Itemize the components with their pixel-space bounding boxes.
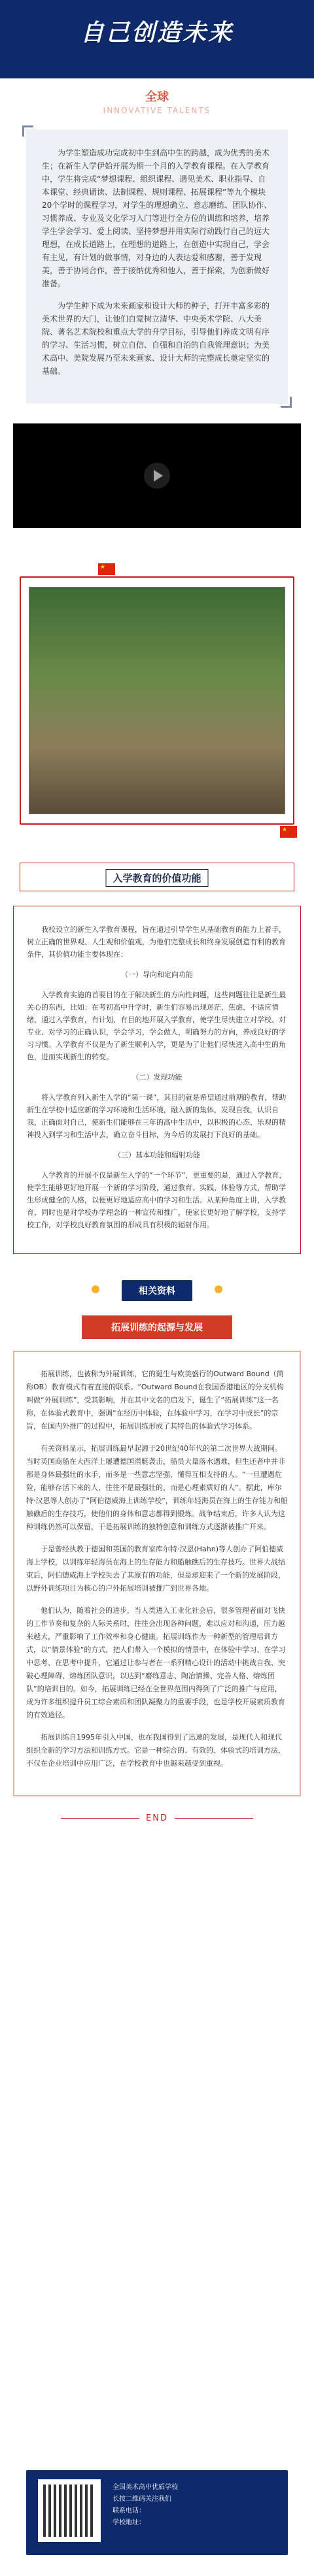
decoration-dot-icon [92,1285,99,1293]
article-subheading: （一）导向和定向功能 [121,970,193,979]
footer-banner [26,2470,288,2555]
training-photo [29,587,285,814]
qr-code[interactable] [38,2479,101,2542]
photo-section [13,563,301,838]
related-header [0,1276,314,1302]
article-value-functions [13,906,301,1254]
intro-paragraph: 为学生种下成为未来画家和设计大师的种子，打开丰富多彩的美术世界的大门，让他们自觉树立清华、中央美术学院、八大美院、著名艺术院校和重点大学的升学目标，引导他们养成文明有序的学习、生活习惯，树立自信、自强和自治的自我管理意识；为美术高中、美院发展乃至未来画家、设计大师的完整成长奠定坚实的基础。 [42,301,270,376]
brand-title: 自己创造未来 [80,20,234,46]
header-subtitle-cn: 全球 [145,90,169,104]
flag-icon [280,826,297,838]
footer-line: 全国美术高中优质学校 [113,2484,178,2491]
article-subheading: （三）基本功能和辐射功能 [114,1151,200,1159]
header-subtitle-en: INNOVATIVE TALENTS [103,106,211,115]
intro-card [26,129,288,404]
footer-line: 长按二维码关注我们 [113,2496,171,2503]
section-header [0,857,314,897]
end-marker: END [0,1813,314,1823]
article-paragraph: 将入学教育列入新生入学的“第一课”，其目的就是希望通过前期的教育，帮助新生在学校中适应新的学习环境和生活环境，融入新的集体，发现自我，认识自我，正确面对自己，使新生们能够在三年的高中生活中，以积极的心态、乐观的精神投入到学习和生活中去，确立奋斗目标，为今后的发展打下良好的基础。 [27,1093,287,1139]
article-paragraph: 于是曾经执教于德国和英国的教育家库尔特·汉恩(Hahn)等人创办了阿伯德威海上学校，以训练年轻海员在海上的生存能力和船触礁后的生存技巧。世界大战结束后，阿伯德威海上学校失去了其原有的功能，但是却迎来了一个新的发展阶段，以野外训练项目为核心的户外拓展培训被推广到世界各地。 [26,1545,285,1593]
article-paragraph: 我校设立的新生入学教育课程，旨在通过引导学生从基础教育的能力上着手，树立正确的世界观、人生观和价值观，为他们完整成长和终身发展创造有利的教育条件，其价值功能主要体现在： [27,925,286,959]
section-title: 入学教育的价值功能 [105,869,208,887]
flag-icon [98,563,115,575]
article-paragraph: 拓展训练自1995年引入中国，也在我国得到了迅速的发展，是现代人和现代组织全新的学习方法和训练方式。它是一种综合的、有效的、体验式的培训方法，不仅在企业培训中应用广泛，在学校教育中也越来越受到重视。 [26,1733,285,1768]
corner-decoration-icon [281,397,292,408]
section-title: 拓展训练的起源与发展 [82,1315,232,1339]
footer-line: 联系电话： [113,2507,145,2515]
article-outward-bound [13,1351,301,1796]
article-paragraph: 入学教育的开展不仅是新生入学的“一个环节”，更重要的是，通过入学教育，使学生能够更好地开展一个新的学习阶段，通过教育、实践、体验等方式，帮助学生形成健全的人格，以便更好地适应高中的学习和生活。从某种角度上讲，入学教育，同时也是对学校办学理念的一种宣传和推广，使家长更好地了解学校，支持学校工作，对学校良好教育氛围的形成具有积极的辐射作用。 [27,1171,287,1229]
play-icon[interactable] [144,463,170,489]
qr-pattern [43,2485,96,2537]
article-paragraph: 有关资料显示，拓展训练最早起源于20世纪40年代的第二次世界大战期间。当时英国商船在大西洋上屡遭德国潜艇袭击，船员大量落水遇难，但生还者中并非都是身体最强壮的水手，而多是一些意志坚强、懂得互相支持的人。“一旦遭遇危险，能够存活下来的人，往往不是最强壮的，而是心理素质好的人”。据此，库尔特·汉恩等人创办了“阿伯德威海上训练学校”，训练年轻海员在海上的生存能力和船触礁后的生存技巧，使他们的身体和意志都得到锻炼。战争结束后，许多人认为这种训练仍然可以保留，于是拓展训练的独特创意和训练方式逐渐被推广开来。 [26,1444,288,1531]
related-title: 相关资料 [122,1280,192,1301]
article-paragraph: 拓展训练，也被称为外展训练，它的诞生与欧美盛行的Outward Bound（简称OB）教育模式有着直接的联系。“Outward Bound在我国香港地区的分支机构叫做“外展训练”，受其影响，并在其中文名的启发下，诞生了“拓展训练”这一名称，在体验式教育中，强调“在经历中体验，在体验中学习，在学习中成长”的宗旨，在国内外推广的过程中，拓展训练形成了其特色的体验式学习体系。 [26,1370,284,1430]
video-player[interactable] [13,423,301,528]
corner-decoration-icon [22,125,33,137]
decoration-dot-icon [215,1285,222,1293]
article-paragraph: 他们认为，随着社会的进步，当人类进入工业化社会后，很多管理者面对飞快的工作节奏和复杂的人际关系时，往往会出现各种问题，难以应对和沟通，压力越来越大，严重影响了工作效率和身心健康。拓展训练作为一种新型的管理培训方式，以“情景体验”的方式，把人们带入一个模拟的情景中，在体验中学习、在学习中思考、在思考中提升，它通过让参与者在一系列精心设计的活动中挑战自我、突破心理障碍、熔炼团队意识，以达到“磨练意志、陶冶情操、完善人格、熔炼团队”的培训目的。如今，拓展训练已经在全世界范围内得到了广泛的推广与应用，成为许多组织提升员工综合素质和团队凝聚力的重要手段，也是学校开展素质教育的有效途径。 [26,1606,286,1719]
intro-paragraph: 为学生塑造成功完成初中生到高中生的跨越，成为优秀的美术生；在新生入学伊始开展为期一个月的入学教育课程。在入学教育中，学生将完成“梦想课程、组织课程、遇见美术、职业指导、自本课堂、经典诵读、法制课程、规则课程、拓展课程”等九个模块20个学时的课程学习，对学生的理想确立、意志磨练、团队协作、习惯养成、专业及文化学习入门等进行全方位的训练和培养，培养学生学会学习、爱上阅读、坚持梦想并用实际行动践行自己的远大理想，在成长道路上，在理想的道路上，在创造中实现自己，学会有主见，有计划的做事情，对身边的人表达爱和感谢，善于发现美，善于协同合作，善于接纳优秀和他人，善于探索，为创新做好准备。 [42,148,272,288]
article-paragraph: 入学教育实施的首要目的在于解决新生的方向性问题，这些问题往往是新生最关心的东西，比如：在考初高中升学时，新生们容易出现迷茫、焦虑、不适应情绪，通过入学教育，有计划、有目的地开展入学教育，使学生尽快建立对学校、对专业、对学习的正确认识，学会学习，学会做人，明确努力的方向，养成良好的学习习惯。入学教育不仅是为了新生顺利入学，更是为了让他们尽快进入高中生的角色，进而实现新生的转变。 [27,991,286,1061]
footer-line: 学校地址： [113,2519,145,2526]
header-banner [0,0,314,78]
article-subheading: （二）发现功能 [131,1073,183,1082]
footer-info [113,2482,276,2529]
